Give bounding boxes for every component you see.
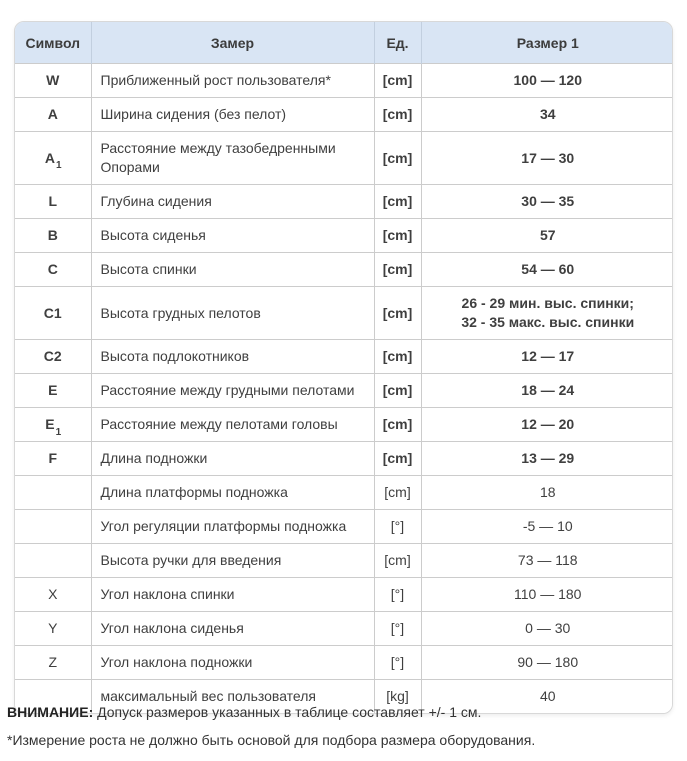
value-cell	[421, 476, 673, 510]
unit-cell: [cm]	[374, 253, 421, 287]
measure-cell: Угол регуляции платформы подножка	[91, 510, 374, 544]
symbol-subscript: 1	[56, 160, 62, 172]
value-line: 12 — 17	[521, 348, 575, 364]
unit-cell: [°]	[374, 612, 421, 646]
symbol-cell: $A_1$	[15, 132, 91, 185]
value-line: 13 — 29	[521, 450, 575, 466]
unit-cell: [cm]	[374, 340, 421, 374]
unit-cell: [cm]	[374, 132, 421, 185]
value-line: 57	[539, 227, 556, 243]
symbol-cell: C1	[15, 287, 91, 340]
value-line: 17 — 30	[521, 149, 575, 166]
symbol-cell: $E_1$	[15, 408, 91, 442]
table-row	[15, 219, 673, 253]
warning-label: ВНИМАНИЕ:	[7, 704, 94, 720]
measure-cell: Угол наклона сиденья	[91, 612, 374, 646]
measure-cell: Высота сиденья	[91, 219, 374, 253]
symbol-subscript: 1	[55, 426, 62, 438]
value-cell	[421, 219, 673, 253]
table-row	[15, 253, 673, 287]
unit-cell: [cm]	[374, 442, 421, 476]
value-cell	[421, 287, 673, 340]
measure-cell: Ширина сидения (без пелот)	[91, 98, 374, 132]
value-cell	[421, 374, 673, 408]
value-line: 73 — 118	[517, 552, 578, 568]
unit-cell: [cm]	[374, 476, 421, 510]
measure-cell: Высота грудных пелотов	[91, 287, 374, 340]
unit-cell: [cm]	[374, 408, 421, 442]
value-cell	[421, 185, 673, 219]
measure-cell: Расстояние между пелотами головы	[91, 408, 374, 442]
measure-cell: Длина платформы подножка	[91, 476, 374, 510]
measure-cell: Угол наклона спинки	[91, 578, 374, 612]
value-line: 12 — 20	[521, 416, 575, 432]
value-line: 0 — 30	[525, 620, 571, 636]
value-line: 90 — 180	[517, 654, 579, 670]
symbol-cell	[15, 476, 91, 510]
value-cell	[421, 442, 673, 476]
value-cell	[421, 578, 673, 612]
unit-cell: [cm]	[374, 185, 421, 219]
value-line: 18 — 24	[521, 382, 575, 398]
table-row	[15, 612, 673, 646]
value-cell	[421, 98, 673, 132]
table-row	[15, 185, 673, 219]
warning-note	[7, 703, 667, 721]
table-row	[15, 408, 673, 442]
value-cell	[421, 253, 673, 287]
measure-cell: Приближенный рост пользователя*	[91, 64, 374, 98]
table-row	[15, 442, 673, 476]
table-row	[15, 374, 673, 408]
warning-text: Допуск размеров указанных в таблице составляет +/- 1 см.	[93, 704, 482, 720]
column-header-measure: Замер	[91, 22, 374, 64]
unit-cell: [°]	[374, 646, 421, 680]
symbol-cell: B	[15, 219, 91, 253]
measure-cell: максимальный вес пользователя	[91, 680, 374, 714]
value-line: -5 — 10	[522, 518, 573, 534]
symbol-cell: Y	[15, 612, 91, 646]
unit-cell: [cm]	[374, 98, 421, 132]
size-table	[15, 22, 673, 713]
unit-cell: [kg]	[374, 680, 421, 714]
unit-cell: [cm]	[374, 544, 421, 578]
column-header-unit: Ед.	[374, 22, 421, 64]
table-row	[15, 340, 673, 374]
size-table-card	[14, 21, 673, 714]
value-cell	[421, 340, 673, 374]
footnote: *Измерение роста не должно быть основой для подбора размера оборудования.	[7, 732, 536, 748]
value-cell	[421, 510, 673, 544]
table-row	[15, 544, 673, 578]
symbol-cell: W	[15, 64, 91, 98]
symbol-cell: Z	[15, 646, 91, 680]
value-line: 34	[539, 106, 556, 122]
value-line: 26 - 29 мин. выс. спинки;	[461, 295, 634, 311]
symbol-cell: E	[15, 374, 91, 408]
unit-cell: [cm]	[374, 374, 421, 408]
table-header	[15, 22, 673, 64]
value-cell	[421, 132, 673, 185]
value-line: 30 — 35	[521, 193, 575, 209]
unit-cell: [cm]	[374, 64, 421, 98]
symbol-cell: C2	[15, 340, 91, 374]
table-row	[15, 64, 673, 98]
measure-cell: Высота спинки	[91, 253, 374, 287]
measure-cell: Расстояние между тазобедренными Опорами	[91, 132, 374, 185]
unit-cell: [°]	[374, 578, 421, 612]
measure-cell: Высота подлокотников	[91, 340, 374, 374]
table-row	[15, 287, 673, 340]
value-line: 100 — 120	[513, 72, 582, 88]
table-row	[15, 578, 673, 612]
footer-notes	[7, 703, 667, 759]
column-header-size1: Размер 1	[421, 22, 673, 64]
unit-cell: [cm]	[374, 287, 421, 340]
symbol-cell: L	[15, 185, 91, 219]
value-cell	[421, 544, 673, 578]
measure-cell: Угол наклона подножки	[91, 646, 374, 680]
symbol-cell	[15, 544, 91, 578]
measure-cell: Высота ручки для введения	[91, 544, 374, 578]
value-cell	[421, 64, 673, 98]
header-row	[15, 22, 673, 64]
symbol-cell: X	[15, 578, 91, 612]
measure-cell: Длина подножки	[91, 442, 374, 476]
symbol-cell: A	[15, 98, 91, 132]
value-cell	[421, 646, 673, 680]
column-header-symbol: Символ	[15, 22, 91, 64]
table-row	[15, 476, 673, 510]
value-line: 18	[539, 484, 556, 500]
symbol-cell: F	[15, 442, 91, 476]
table-row	[15, 510, 673, 544]
symbol-cell	[15, 510, 91, 544]
unit-cell: [cm]	[374, 219, 421, 253]
value-line: 32 - 35 макс. выс. спинки	[461, 314, 635, 330]
table-row	[15, 646, 673, 680]
value-line: 110 — 180	[514, 586, 582, 602]
unit-cell: [°]	[374, 510, 421, 544]
table-body	[15, 64, 673, 714]
symbol-cell: C	[15, 253, 91, 287]
table-row	[15, 132, 673, 185]
value-cell	[421, 612, 673, 646]
measure-cell: Расстояние между грудными пелотами	[91, 374, 374, 408]
value-line: 40	[539, 688, 556, 704]
table-row	[15, 98, 673, 132]
value-line: 54 — 60	[521, 261, 575, 277]
value-cell	[421, 408, 673, 442]
measure-cell: Глубина сидения	[91, 185, 374, 219]
